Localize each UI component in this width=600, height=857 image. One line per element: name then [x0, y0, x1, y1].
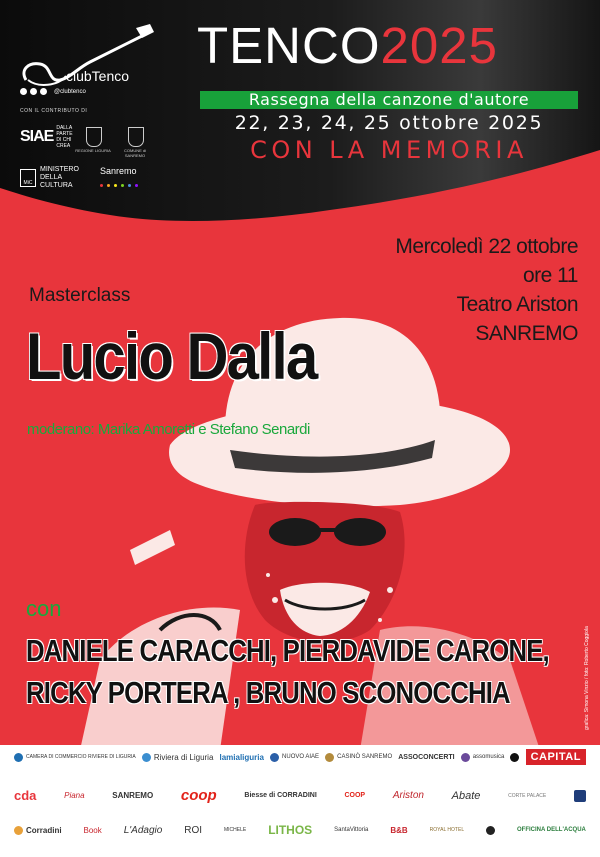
sponsor-logo: SantaVittoria	[334, 827, 369, 833]
event-time: ore 11	[523, 264, 578, 287]
sponsor-logo-lithos: LITHOS	[268, 823, 313, 837]
regione-liguria-crest-icon	[86, 127, 102, 147]
sponsor-logo: Piana	[64, 791, 85, 800]
sponsor-logo: Corradini	[14, 826, 62, 835]
sponsor-logo-ariston: Ariston	[392, 790, 424, 801]
event-city: SANREMO	[475, 322, 578, 345]
festival-dates: 22, 23, 24, 25 ottobre 2025	[234, 112, 544, 134]
side-credit	[584, 590, 594, 730]
festival-title-year: 2025	[380, 17, 498, 74]
sponsor-logo	[574, 790, 586, 802]
mic-logo	[20, 166, 79, 190]
sponsor-logo: B&B	[390, 825, 408, 835]
sponsor-logo	[486, 826, 495, 835]
sponsor-logo	[510, 753, 519, 762]
contribution-label: CON IL CONTRIBUTO DI	[20, 108, 88, 114]
event-type: Masterclass	[29, 285, 131, 306]
sponsor-logo-coop: coop	[180, 787, 217, 804]
youtube-icon[interactable]	[40, 88, 47, 95]
sponsor-logo: Book	[83, 825, 102, 835]
guests-line-1: DANIELE CARACCHI, PIERDAVIDE CARONE,	[26, 633, 549, 668]
sponsor-logo-officina: OFFICINA DELL'ACQUA	[517, 827, 586, 833]
sponsor-logo-capital: CAPITAL	[526, 749, 586, 765]
sponsors-footer	[0, 745, 600, 857]
sponsor-logo: cda	[14, 788, 37, 803]
club-name: clubTenco	[66, 68, 130, 84]
sponsor-logo: CORTE PALACE	[508, 792, 547, 799]
event-day: Mercoledì 22 ottobre	[395, 235, 578, 258]
guests-line-2: RICKY PORTERA , BRUNO SCONOCCHIA	[26, 675, 510, 710]
sponsor-row-2	[14, 787, 586, 804]
sponsor-logo: lamialiguria	[219, 752, 264, 762]
instagram-icon[interactable]	[30, 88, 37, 95]
siae-mark: SIAE	[20, 128, 54, 145]
festival-title	[197, 17, 498, 74]
sponsor-logo: CASINÒ SANREMO	[325, 753, 392, 762]
siae-logo	[20, 125, 73, 149]
sanremo-dots	[100, 184, 138, 187]
event-headline: Lucio Dalla	[26, 319, 317, 393]
mic-mark: MiC	[20, 169, 36, 187]
sanremo-logo: Sanremo	[100, 166, 137, 176]
mic-text: MINISTERO DELLA CULTURA	[40, 166, 79, 189]
sponsor-logo: L'Adagio	[123, 824, 163, 836]
sponsor-logo: Biesse di CORRADINI	[244, 792, 317, 799]
sponsor-logo: Abate	[451, 789, 481, 802]
sponsor-logo: NUOVO AIAE	[270, 753, 319, 762]
sponsor-logo: assomusica	[461, 753, 505, 762]
guests-list	[26, 630, 549, 714]
social-links	[20, 88, 86, 95]
event-details	[395, 232, 578, 348]
credit-text: grafica: Simona Vinzio / foto: Roberto Coggiola	[584, 626, 590, 730]
event-moderators: moderano: Marika Amoretti e Stefano Senardi	[27, 421, 310, 438]
facebook-icon[interactable]	[20, 88, 27, 95]
sponsor-logo: ROYAL HOTEL	[429, 827, 465, 833]
comune-sanremo-caption: COMUNE di SANREMO	[123, 148, 146, 158]
sponsor-logo: MICHELE	[224, 827, 247, 833]
siae-tagline: DALLA PARTE DI CHI CREA	[56, 125, 73, 149]
comune-sanremo-crest-icon	[128, 127, 144, 147]
social-handle: @clubtenco	[54, 88, 86, 95]
event-venue: Teatro Ariston	[456, 293, 578, 316]
festival-subtitle: Rassegna della canzone d'autore	[200, 91, 578, 109]
sponsor-logo: ASSOCONCERTI	[398, 753, 455, 761]
sponsor-row-3	[14, 823, 586, 837]
sponsor-logo: Riviera di Liguria	[142, 753, 214, 762]
sponsor-logo: COOP	[344, 792, 366, 799]
festival-theme: CON LA MEMORIA	[250, 136, 528, 164]
sponsor-row-1	[14, 749, 586, 765]
festival-title-word: TENCO	[197, 17, 381, 74]
sponsor-logo: CAMERA DI COMMERCIO RIVIERE DI LIGURIA	[14, 753, 136, 762]
regione-liguria-caption: REGIONE LIGURIA	[75, 148, 111, 153]
sponsor-logo: SANREMO	[112, 791, 154, 800]
guests-label: con	[26, 596, 62, 621]
sponsor-logo: ROI	[184, 824, 203, 836]
